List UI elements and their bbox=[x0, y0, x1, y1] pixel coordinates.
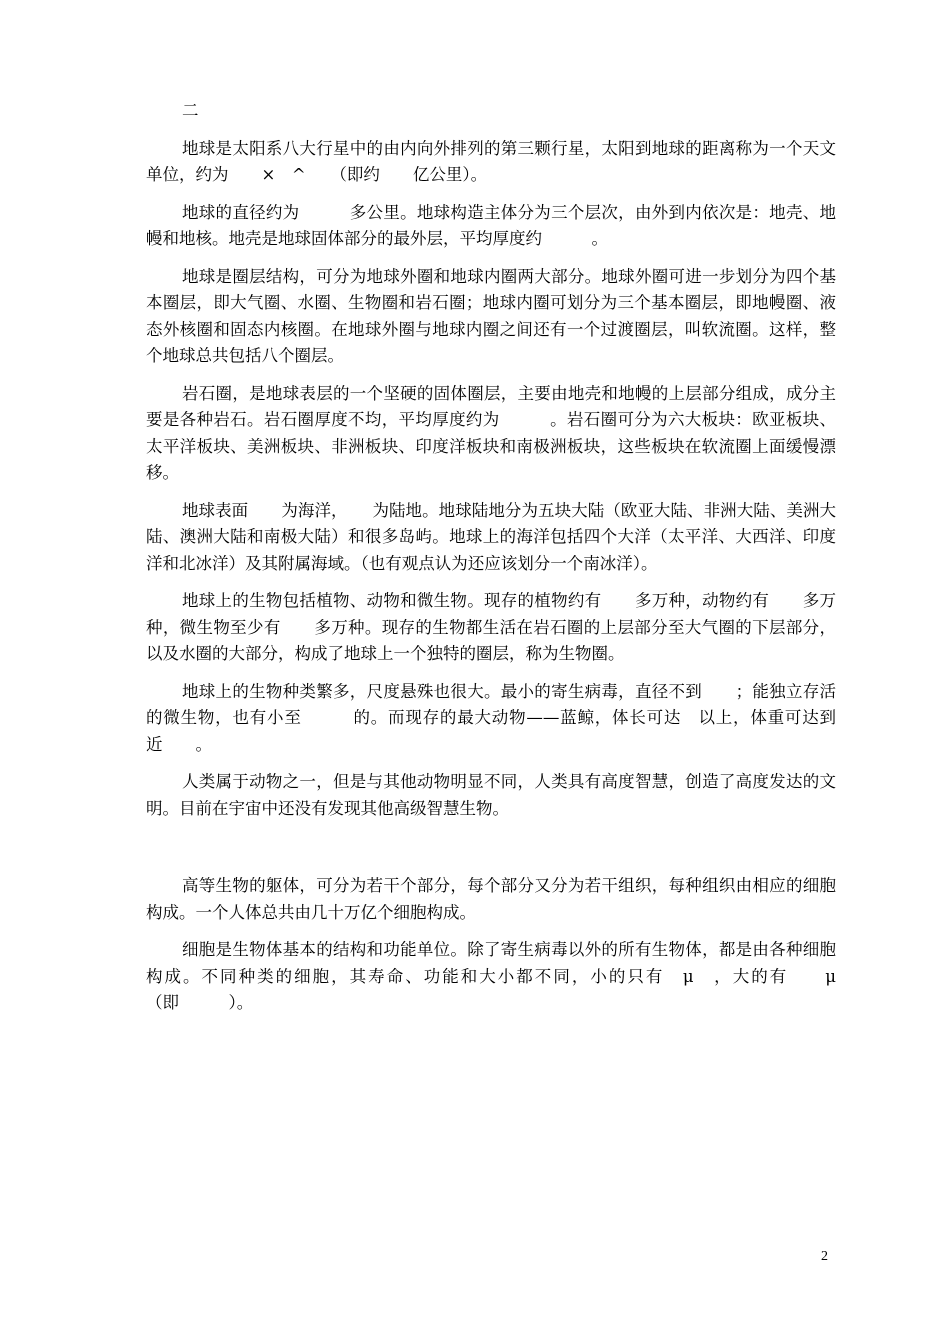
section-break bbox=[146, 833, 836, 873]
section-heading: 二 bbox=[182, 101, 199, 120]
paragraph-lithosphere: 岩石圈，是地球表层的一个坚硬的固体圈层，主要由地壳和地幔的上层部分组成，成分主要是各种岩石。岩石圈厚度不均，平均厚度约为 。岩石圈可分为六大板块：欧亚板块、太平洋板块、美洲板块、非洲板块、印度洋板块和南极洲板块，这些板块在软流圈上面缓慢漂移。 bbox=[146, 383, 836, 482]
paragraph-organism-scale: 地球上的生物种类繁多，尺度悬殊也很大。最小的寄生病毒，直径不到 ；能独立存活的微生物，也有小至 的。而现存的最大动物——蓝鲸，体长可达 以上，体重可达到近 。 bbox=[146, 681, 836, 754]
paragraph-living-things: 地球上的生物包括植物、动物和微生物。现存的植物约有 多万种，动物约有 多万种，微生物至少有 多万种。现存的生物都生活在岩石圈的上层部分至大气圈的下层部分，以及水圈的大部分，构成了地球上一个独特的圈层，称为生物圈。 bbox=[146, 591, 836, 663]
paragraph-ocean-land: 地球表面 为海洋， 为陆地。地球陆地分为五块大陆（欧亚大陆、非洲大陆、美洲大陆、澳洲大陆和南极大陆）和很多岛屿。地球上的海洋包括四个大洋（太平洋、大西洋、印度洋和北冰洋）及其附属海域。（也有观点认为还应该划分一个南冰洋）。 bbox=[146, 500, 836, 573]
paragraph-body-structure: 高等生物的躯体，可分为若干个部分，每个部分又分为若干组织，每种组织由相应的细胞构成。一个人体总共由几十万亿个细胞构成。 bbox=[146, 876, 836, 922]
paragraph-cells: 细胞是生物体基本的结构和功能单位。除了寄生病毒以外的所有生物体，都是由各种细胞构成。不同种类的细胞，其寿命、功能和大小都不同，小的只有 μ ，大的有 μ （即 ）。 bbox=[146, 940, 853, 1012]
page-number: 2 bbox=[821, 1249, 828, 1264]
paragraph-humans: 人类属于动物之一，但是与其他动物明显不同，人类具有高度智慧，创造了高度发达的文明。目前在宇宙中还没有发现其他高级智慧生物。 bbox=[146, 772, 836, 818]
paragraph-earth-diameter: 地球的直径约为 多公里。地球构造主体分为三个层次，由外到内依次是：地壳、地幔和地核。地壳是地球固体部分的最外层，平均厚度约 。 bbox=[146, 202, 836, 248]
document-body bbox=[146, 98, 853, 1028]
paragraph-earth-position: 地球是太阳系八大行星中的由内向外排列的第三颗行星，太阳到地球的距离称为一个天文单位，约为 × ^ （即约 亿公里）。 bbox=[146, 138, 836, 184]
paragraph-earth-spheres: 地球是圈层结构，可分为地球外圈和地球内圈两大部分。地球外圈可进一步划分为四个基本圈层，即大气圈、水圈、生物圈和岩石圈；地球内圈可划分为三个基本圈层，即地幔圈、液态外核圈和固态内核圈。在地球外圈与地球内圈之间还有一个过渡圈层，叫软流圈。这样，整个地球总共包括八个圈层。 bbox=[146, 266, 836, 365]
